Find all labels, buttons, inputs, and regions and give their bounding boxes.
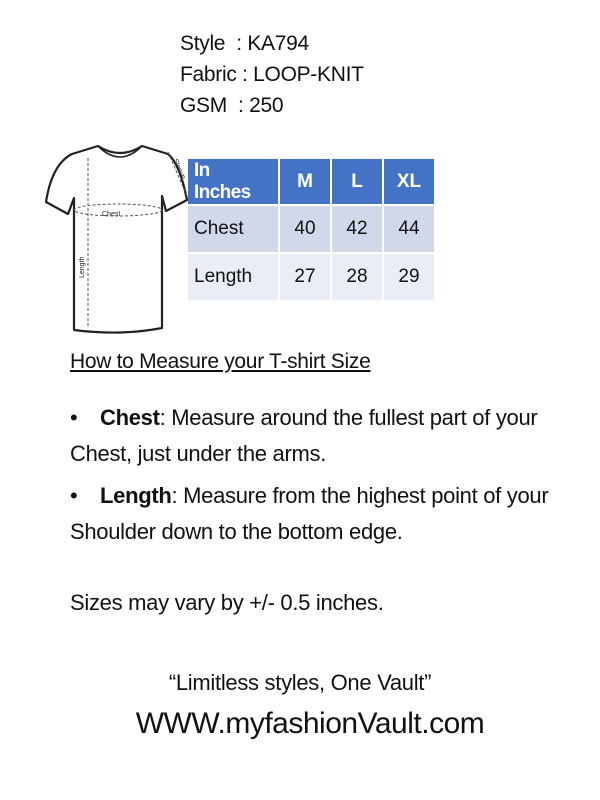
diagram-sleeve-label: Sleeve — [171, 157, 187, 181]
size-header-l: L — [332, 159, 382, 204]
table-cell: 29 — [384, 254, 434, 300]
measure-guide-title: How to Measure your T-shirt Size — [70, 350, 371, 373]
table-cell: 42 — [332, 206, 382, 252]
bullet-term: Length — [100, 483, 172, 508]
size-header-row — [188, 159, 434, 204]
size-chart-table — [186, 157, 436, 302]
spec-value: LOOP-KNIT — [253, 63, 364, 86]
bullet-text: : Measure from the highest point of your — [171, 483, 549, 508]
bullet-dot-icon: • — [70, 405, 78, 430]
bullet-dot-icon: • — [70, 483, 78, 508]
table-row — [188, 206, 434, 252]
spec-label: Style — [180, 32, 226, 55]
spec-value: KA794 — [247, 32, 309, 55]
bullet-text-continued: Shoulder down to the bottom edge. — [70, 519, 403, 544]
spec-label: GSM — [180, 94, 227, 117]
size-header-m: M — [280, 159, 330, 204]
tshirt-diagram-icon — [40, 138, 200, 338]
spec-style — [180, 28, 364, 59]
bullet-term: Chest — [100, 405, 160, 430]
table-cell: 28 — [332, 254, 382, 300]
spec-gsm — [180, 90, 364, 121]
bullet-text: : Measure around the fullest part of your — [159, 405, 538, 430]
table-cell: 44 — [384, 206, 434, 252]
diagram-length-label: Length — [79, 256, 86, 278]
spec-value: 250 — [249, 94, 284, 117]
size-header-xl: XL — [384, 159, 434, 204]
row-label-length: Length — [188, 254, 278, 300]
spec-separator: : — [225, 32, 248, 55]
website-url: WWW.myfashionVault.com — [135, 707, 485, 740]
row-label-chest: Chest — [188, 206, 278, 252]
spec-fabric — [180, 59, 364, 90]
size-variance-note: Sizes may vary by +/- 0.5 inches. — [70, 590, 384, 615]
size-header-label: In Inches — [188, 159, 278, 204]
spec-separator: : — [236, 63, 254, 86]
bullet-text-continued: Chest, just under the arms. — [70, 441, 327, 466]
table-row — [188, 254, 434, 300]
table-cell: 40 — [280, 206, 330, 252]
bullet-chest — [70, 400, 570, 472]
brand-tagline: “Limitless styles, One Vault” — [168, 670, 432, 695]
diagram-chest-label: Chest — [102, 211, 121, 218]
spec-separator: : — [226, 94, 250, 117]
spec-label: Fabric — [180, 63, 237, 86]
table-cell: 27 — [280, 254, 330, 300]
product-specs — [180, 28, 364, 121]
bullet-length — [70, 478, 570, 550]
